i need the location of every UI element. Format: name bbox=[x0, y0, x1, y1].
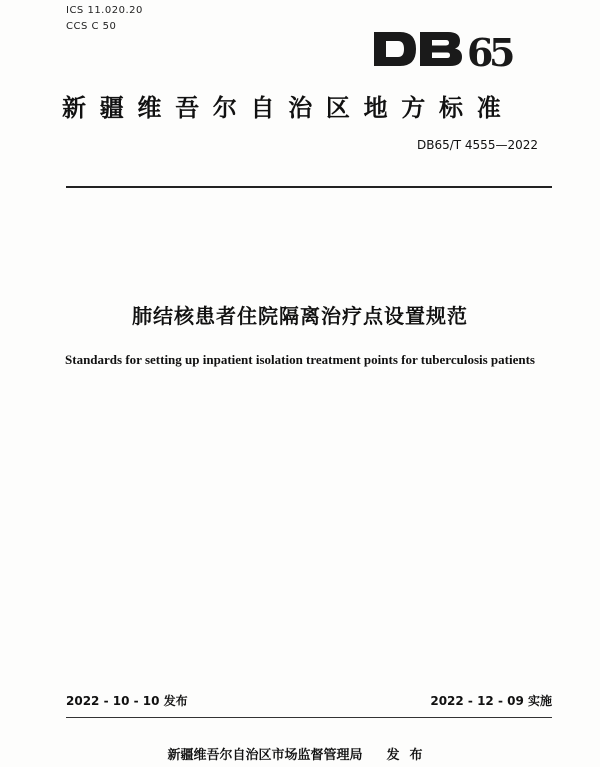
logo-digit-5: 5 bbox=[489, 30, 516, 75]
db65-logo bbox=[372, 26, 516, 75]
standard-category: 新疆维吾尔自治区地方标准 bbox=[62, 94, 515, 122]
implementation-date: 2022 - 12 - 09 实施 bbox=[430, 694, 552, 708]
publisher-org: 新疆维吾尔自治区市场监督管理局 bbox=[167, 748, 363, 763]
logo-digit-6: 6 bbox=[467, 30, 494, 75]
standard-number: DB65/T 4555—2022 bbox=[416, 138, 538, 152]
title-chinese: 肺结核患者住院隔离治疗点设置规范 bbox=[132, 304, 468, 328]
publisher-action: 发布 bbox=[386, 748, 433, 763]
top-divider bbox=[66, 186, 552, 188]
title-english: Standards for setting up inpatient isolation treatment points for tuberculosis patients bbox=[65, 352, 535, 367]
issue-date: 2022 - 10 - 10 发布 bbox=[66, 694, 188, 708]
ics-code: ICS 11.020.20 bbox=[66, 5, 143, 16]
bottom-divider bbox=[66, 717, 552, 718]
publisher-line bbox=[0, 744, 600, 763]
ccs-code: CCS C 50 bbox=[66, 21, 117, 32]
